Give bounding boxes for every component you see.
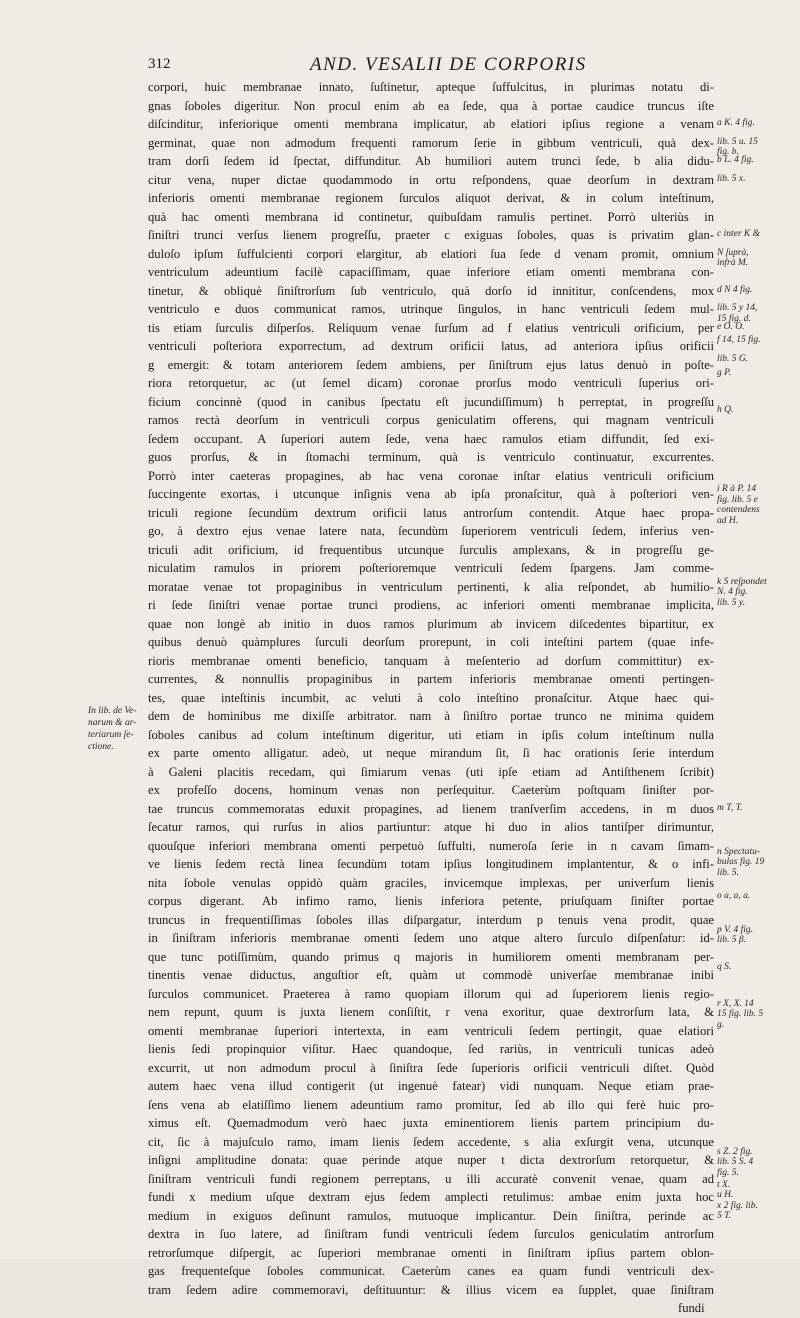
text-line: triculi adit orificium, id frequentibus utcunque ſurculis amplexans, & in progreſſu ge-: [148, 542, 714, 557]
margin-note: lib. 5 x.: [717, 173, 746, 184]
text-line: ventriculum adeuntium facilè capaciſſimam, quae inferiore etiam omenti membrana con-: [148, 265, 714, 279]
text-line: quà hac omenti membrana id continetur, quibuſdam ramulis pertinet. Porrò ulteriùs in: [148, 209, 714, 224]
text-line: dem de hominibus me dixiſſe arbitrator. nam à ſiniſtro portae trunco ne minima quidem: [148, 709, 714, 723]
margin-note: b L. 4 fig.: [717, 155, 754, 165]
text-line: gas frequenteſque ſoboles communicat. Caeterùm canes ea quam fundi ventriculi dex-: [148, 1264, 714, 1278]
text-line: à Galeni placitis recedam, qui ſimiarum venas (uti ipſe etiam ad Antiſthenem ſcribit): [148, 764, 714, 779]
text-line: ventriculo e duos communicat ramos, utrinque ſingulos, in hanc ventriculi ſedem mul-: [148, 302, 714, 316]
text-line: triculi regione ſecundùm dextrum orificii latus antrorſum contendit. Atque haec propa-: [148, 505, 714, 520]
text-line: ex parte omento alligatur. adeò, ut neque mirandum ſit, ſi hac orationis ſerie interdum: [148, 746, 714, 760]
text-line: ventriculi poſteriora exporrectum, ad dextrum orificii latus, ad anteriora ipſius orificii: [148, 339, 714, 353]
left-margin-note: [88, 705, 146, 753]
margin-note: e O. O.: [717, 321, 745, 332]
text-line: duloſo ipſum ſuffulcienti corpori elargitur, ab elatiori ſua ſede d venam promit, omnium: [148, 246, 714, 261]
text-line: ſoboles canibus ad colum inteſtinum digeritur, uti etiam in ipſis colum inteſtinum nulla: [148, 727, 714, 742]
text-line: tes, quae inteſtinis incumbit, ac veluti à colo inteſtino pronaſcitur. Atque haec qui-: [148, 690, 714, 705]
text-line: gnas ſoboles digeritur. Non procul enim ab ea ſede, qua à portae caudice truncus iſte: [148, 98, 714, 113]
text-line: in ſiniſtram inferioris membranae omenti ſedem uno atque altero ſurculo diſpenſatur: id-: [148, 931, 714, 945]
text-line: diſcinditur, inferiorique omenti membrana implicatur, ab elatiori ipſius regione a venam: [148, 117, 714, 131]
text-line: tram dorſi ſedem id ſpectat, diffunditur. Ab humiliori autem trunci ſede, b alia didu-: [148, 154, 714, 168]
text-line: nita ſobole venulas oppidò quàm graciles, invicemque implexas, per univerſum lienis: [148, 875, 714, 890]
text-line: autem haec vena illud contigerit (ut ingenuè fatear) vidi nunquam. Neque etiam prae-: [148, 1079, 714, 1093]
margin-note: d N 4 fig.: [717, 284, 753, 295]
margin-note: s Z. 2 fig. lib. 5 S. 4 fig. 5.: [717, 1146, 754, 1178]
text-line: corpus digerant. Ab infimo ramo, lienis inferiora petente, priuſquam ſiniſter portae: [148, 894, 714, 908]
text-line: tae truncus commemoratas eduxit propagines, ad lienem tranſverſim accedens, in m duos: [148, 801, 714, 816]
margin-note: k S reſpondet N. 4 fig. lib. 5 y.: [717, 576, 767, 608]
text-line: niculatim ramulos in priorem poſterioremque ventriculi ſedem ſpargens. Jam comme-: [148, 561, 714, 575]
text-line: ſurculos communicet. Praeterea à ramo quopiam illorum qui ad ſuperiorem lienis regio-: [148, 986, 714, 1001]
margin-note: q S.: [717, 961, 732, 972]
text-line: riora retorquetur, ac (ut ſemel dicam) coronae prorſus modo ventriculi ſuperius ori-: [148, 376, 714, 390]
margin-note: a K. 4 fig.: [717, 118, 755, 128]
running-head: AND. VESALII DE CORPORIS: [310, 54, 587, 75]
page-number: 312: [148, 56, 171, 72]
margin-note: lib. 5 y 14, 15 fig. d.: [717, 303, 758, 324]
margin-note: m T, T.: [717, 802, 743, 813]
text-line: retrorſumque diſpergit, ac ſuperiori membranae omenti in ſiniſtram ipſius partem oblon-: [148, 1245, 714, 1260]
text-line: ex profeſſo docens, hominum venas non perſequitur. Caeterùm poſtquam ſiniſter por-: [148, 783, 714, 797]
text-line: nem repunt, quum is juxta lienem conſiſtit, r vena exoritur, quae dextrorſum lata, &: [148, 1005, 714, 1019]
margin-note: c inter K &: [717, 229, 761, 239]
text-line: quibus denuò quàmplures ſurculi deorſum prorepunt, in coli inteſtini partem (quae infe-: [148, 635, 714, 649]
text-line: corpori, huic membranae innato, ſuſtinetur, apteque ſuffulcitus, in plurimas notatu di-: [148, 80, 714, 94]
text-line: currentes, & nonnullis propaginibus in partem inferioris membranae omenti pertingen-: [148, 672, 714, 686]
margin-note: g P.: [717, 367, 732, 378]
text-line: Porrò inter caeteras propagines, ab hac vena coronae inſtar elatius ventriculi orificium: [148, 468, 714, 483]
text-line: guos prorſus, & in ſtomachi terminum, quà is ventriculo continuatur, excurrentes.: [148, 450, 714, 464]
text-line: g emergit: & totam anteriorem ſedem ambiens, per ſiniſtrum ejus latus denuò in poſte-: [148, 357, 714, 372]
text-line: go, à dextro ejus venae latere nata, ſecundùm ſuperiorem ventriculi ſedem, inferius ven-: [148, 524, 714, 538]
text-line: cit, ſic à majuſculo ramo, imam lienis ſedem accedente, s alia exſurgit vena, utcunque: [148, 1134, 714, 1149]
text-line: ximus eſt. Quemadmodum verò haec juxta eminentiorem lienis partem principium du-: [148, 1116, 714, 1130]
text-line: que tunc potiſſimùm, quando primus q majoris in humiliorem omenti membranam per-: [148, 949, 714, 964]
text-line: tinentis venae diductus, anguſtior eſt, quàm ut commodè univerſae membranae inibi: [148, 968, 714, 982]
text-line: tis etiam ſurculis diſperſos. Reliquum venae ſurſum ad f elatius ventriculi orificium, per: [148, 320, 714, 335]
text-line: inferioris omenti membranae regionem ſurculos aliquot derivat, & in colum inteſtinum,: [148, 191, 714, 205]
text-line: ramos rectà deorſum in ventriculi corpus geniculatim offerens, qui magnam ventriculi: [148, 413, 714, 427]
text-line: moratae venae tot propaginibus in ventriculum pertinenti, k alia reſpondet, ab humilio-: [148, 579, 714, 594]
text-line: ſiniſtram ventriculi fundi regionem perreptans, u illi accuratè convenit venae, quam ad: [148, 1171, 714, 1186]
text-line: dextra in ſuo latere, ad ſiniſtram fundi ventriculi ſedem ſurculos geniculatim antrorſum: [148, 1227, 714, 1241]
margin-note: n Spectatu- bulas fig. 19 lib. 5.: [717, 846, 765, 878]
text-line: omenti membranae ſuperiori intertexta, in eam ventriculi ſedem pertingit, quae elatiori: [148, 1023, 714, 1038]
text-line: lienis ſedi propinquior viſitur. Haec quandoque, ſed rariùs, in ventriculi tunicas adeò: [148, 1042, 714, 1056]
text-line: tinetur, & obliquè ſiniſtrorſum ſub ventriculo, quà dorſo id innititur, conſcendens, mox: [148, 283, 714, 298]
margin-note: t X. u H. x 2 fig. lib. 5 T.: [717, 1179, 758, 1222]
margin-note: i R à P. 14 fig. lib. 5 e contendens ad H.: [717, 484, 760, 526]
text-line: ficium concinnè (quod in canibus ſpectatu eſt jucundiſſimum) h perreptat, in progreſſu: [148, 394, 714, 409]
text-line: inſigni amplitudine donata: quae perinde atque nuper t dicta dextrorſum retorquetur, &: [148, 1153, 714, 1167]
text-line: ve lienis ſedem rectà linea ſecundùm totam ipſius longitudinem implantentur, & o infi-: [148, 857, 714, 871]
text-line: citur vena, nuper dictae quodammodo in ortu reſpondens, quae deorſum in dextram: [148, 172, 714, 187]
body-text: [148, 78, 714, 1318]
text-line: ſiniſtri trunci verſus lienem progreſſu, praeter c exiguas ſoboles, quas is privatim glan-: [148, 228, 714, 242]
text-line: fundi x medium uſque dextram ejus ſedem amplecti retulimus: ambae enim juxta hoc: [148, 1190, 714, 1204]
text-line: fundi: [678, 1301, 705, 1315]
text-line: ri ſede ſiniſtri venae portae trunci prodiens, ac inferiori omenti membranae implicita,: [148, 598, 714, 612]
text-line: ſecatur ramos, qui rurſus in alios partiuntur: atque hi duo in alios tantiſper dirimuntur,: [148, 820, 714, 834]
text-line: ſens vena ab elatiſſimo lienem adeuntium ramo promitur, ſed ab illo qui ferè huic pro-: [148, 1097, 714, 1112]
margin-note: f 14, 15 fig.: [717, 335, 761, 346]
left-margin-note-text: In lib. de Ve- narum & ar- teriarum ſe- ctione.: [88, 706, 137, 752]
text-line: ſuccingente exortas, i utcunque inſignis vena ab ipſa pronaſcitur, quà à poſteriori ven-: [148, 487, 714, 501]
margin-note: lib. 5 G.: [717, 353, 749, 364]
margin-note: r X, X. 14 15 fig. lib. 5 g.: [717, 998, 764, 1030]
margin-note: N ſuprà, infrà M.: [717, 247, 749, 268]
text-line: quouſque inferiori membrana omenti perpetuò ſuffulti, numeroſa ſerie in n cavam ſimam-: [148, 838, 714, 853]
text-line: ſedem occupant. A ſuperiori autem ſede, vena haec ramulos etiam diffundit, ſed exi-: [148, 431, 714, 446]
text-line: rioris membranae omenti beneficio, tanquam à meſenterio ad dorſum committitur) ex-: [148, 653, 714, 668]
margin-note: h Q.: [717, 404, 734, 415]
margin-note: p V. 4 fig. lib. 5 β.: [717, 924, 753, 946]
margin-note: lib. 5 u. 15 fig. b.: [717, 136, 758, 157]
text-line: excurrit, ut non admodum procul à ſiniſtra ſede ſuperioris orificii ventriculi diſtet. Quòd: [148, 1060, 714, 1075]
margin-note: o a, a, a.: [717, 891, 751, 902]
text-line: quae non longè ab initio in duos ramos plurimum ab invicem diſcedentes bipartitur, ex: [148, 616, 714, 631]
text-line: truncus in frequentiſſimas ſoboles illas diſpargatur, interdum p tenuis vena prodit, quae: [148, 912, 714, 927]
page-header: [148, 54, 708, 80]
text-line: germinat, quae non admodum frequenti ramorum ſerie in gibbum ventriculi, quà dex-: [148, 135, 714, 150]
text-line: medium in exiguos deſinunt ramulos, mutuoque implicantur. Dein ſiniſtra, perinde ac: [148, 1208, 714, 1223]
text-line: tram ſedem adire commemoravi, deſtituuntur: & illius vicem ea ſupplet, quae ſiniſtram: [148, 1282, 714, 1297]
